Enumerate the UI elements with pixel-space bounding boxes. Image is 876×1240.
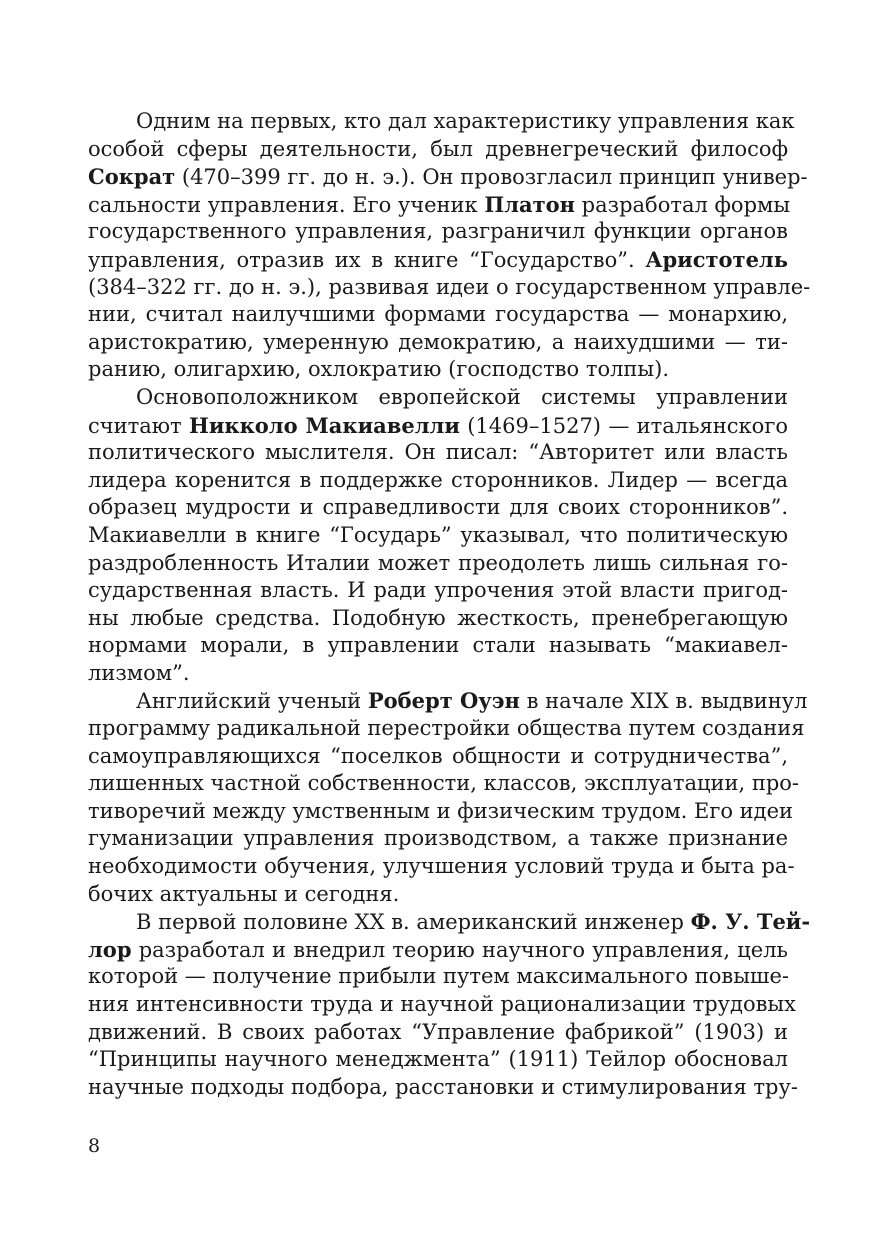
text-line xyxy=(88,1019,788,1047)
text-run: сальности управления. Его ученик xyxy=(88,192,485,217)
text-line xyxy=(88,246,788,274)
text-line xyxy=(88,743,788,771)
text-run: раздробленность Италии может преодолеть лишь сильная го- xyxy=(88,550,788,575)
text-line xyxy=(88,522,788,550)
text-line xyxy=(88,770,799,798)
text-run: управления, отразив их в книге “Государство”. xyxy=(88,247,646,272)
text-line xyxy=(88,136,788,164)
paragraph xyxy=(88,908,811,1101)
paragraph xyxy=(88,687,808,908)
page-number: 8 xyxy=(88,1135,101,1157)
text-run: тиворечий между умственным и физическим трудом. Его идеи xyxy=(88,798,794,823)
text-run: Одним на первых, кто дал характеристику управления как xyxy=(136,109,795,133)
text-run: считают xyxy=(88,413,190,438)
text-run: нормами морали, в управлении стали называть “макиавел- xyxy=(88,633,788,658)
text-line xyxy=(88,384,788,412)
text-run: нии, считал наилучшими формами государства — монархию, xyxy=(88,302,788,327)
text-line xyxy=(88,853,795,881)
text-run: сударственная власть. И ради упрочения этой власти пригод- xyxy=(88,578,788,603)
text-line xyxy=(88,632,788,660)
text-line xyxy=(88,163,808,191)
text-line xyxy=(88,108,795,136)
text-line xyxy=(88,825,788,853)
text-run: лишенных частной собственности, классов, эксплуатации, про- xyxy=(88,771,799,796)
text-line xyxy=(88,467,788,495)
bold-name: Никколо Макиавелли xyxy=(189,412,460,438)
text-line xyxy=(88,1074,798,1102)
text-run: разработал и внедрил теорию научного управления, цель xyxy=(131,937,788,962)
text-run: В первой половине XX в. американский инженер xyxy=(136,910,691,935)
text-run: Основоположником европейской системы управлении xyxy=(136,384,788,409)
bold-name: Ф. У. Тей- xyxy=(690,909,811,935)
text-run: “Принципы научного менеджмента” (1911) Тейлор обосновал xyxy=(88,1047,788,1072)
text-line xyxy=(88,687,808,715)
text-line xyxy=(88,494,788,522)
bold-name: Сократ xyxy=(88,164,176,190)
text-line xyxy=(88,550,788,578)
text-line xyxy=(88,715,805,743)
text-run: особой сферы деятельности, был древнегреческий философ xyxy=(88,136,788,161)
text-run: лидера коренится в поддержке сторонников. Лидер — всегда xyxy=(88,467,788,492)
text-line xyxy=(88,936,788,964)
bold-name: Платон xyxy=(484,191,575,217)
text-line xyxy=(88,329,788,357)
bold-name: Роберт Оуэн xyxy=(367,688,520,714)
page-body xyxy=(88,108,811,1101)
text-run: политического мыслителя. Он писал: “Авторитет или власть xyxy=(88,440,788,465)
text-run: ния интенсивности труда и научной рационализации трудовых xyxy=(88,992,796,1016)
text-line xyxy=(88,660,788,688)
text-line xyxy=(88,301,788,329)
bold-name: лор xyxy=(88,936,132,962)
text-line xyxy=(88,798,794,826)
text-run: самоуправляющихся “поселков общности и сотрудничества”, xyxy=(88,743,788,768)
text-line xyxy=(88,605,788,633)
text-run: Макиавелли в книге “Государь” указывал, что политическую xyxy=(88,522,788,547)
text-line xyxy=(88,991,796,1019)
text-line xyxy=(88,274,811,302)
text-line xyxy=(88,439,788,467)
text-run: которой — получение прибыли путем максимального повыше- xyxy=(88,964,789,989)
text-run: (384–322 гг. до н. э.), развивая идеи о государственном управле- xyxy=(88,274,811,299)
text-run: необходимости обучения, улучшения условий труда и быта ра- xyxy=(88,854,795,879)
text-run: образец мудрости и справедливости для своих сторонников”. xyxy=(88,495,788,520)
text-run: Английский ученый xyxy=(136,689,368,714)
text-line xyxy=(88,963,788,991)
text-run: в начале XIX в. выдвинул xyxy=(519,689,808,714)
text-run: разработал формы xyxy=(575,192,791,217)
text-line xyxy=(88,218,788,246)
text-run: (470–399 гг. до н. э.). Он провозгласил принцип универ- xyxy=(175,165,808,190)
text-run: лизмом”. xyxy=(88,660,190,685)
text-line xyxy=(88,412,788,440)
text-line xyxy=(88,356,788,384)
text-run: государственного управления, разграничил функции органов xyxy=(88,219,788,244)
bold-name: Аристотель xyxy=(645,246,788,272)
paragraph xyxy=(88,108,811,384)
text-line xyxy=(88,881,788,909)
text-line xyxy=(88,1046,788,1074)
text-line xyxy=(88,908,811,936)
text-run: ранию, олигархию, охлократию (господство толпы). xyxy=(88,357,670,382)
text-run: бочих актуальны и сегодня. xyxy=(88,881,400,906)
text-run: ны любые средства. Подобную жесткость, пренебрегающую xyxy=(88,605,788,630)
text-run: программу радикальной перестройки общества путем создания xyxy=(88,716,805,741)
paragraph xyxy=(88,384,788,688)
text-line xyxy=(88,577,788,605)
text-run: (1469–1527) — итальянского xyxy=(459,413,788,438)
text-line xyxy=(88,191,791,219)
text-run: научные подходы подбора, расстановки и стимулирования тру- xyxy=(88,1074,798,1099)
text-run: аристократию, умеренную демократию, а наихудшими — ти- xyxy=(88,329,788,354)
text-run: гуманизации управления производством, а также признание xyxy=(88,826,788,851)
text-run: движений. В своих работах “Управление фабрикой” (1903) и xyxy=(88,1019,788,1044)
